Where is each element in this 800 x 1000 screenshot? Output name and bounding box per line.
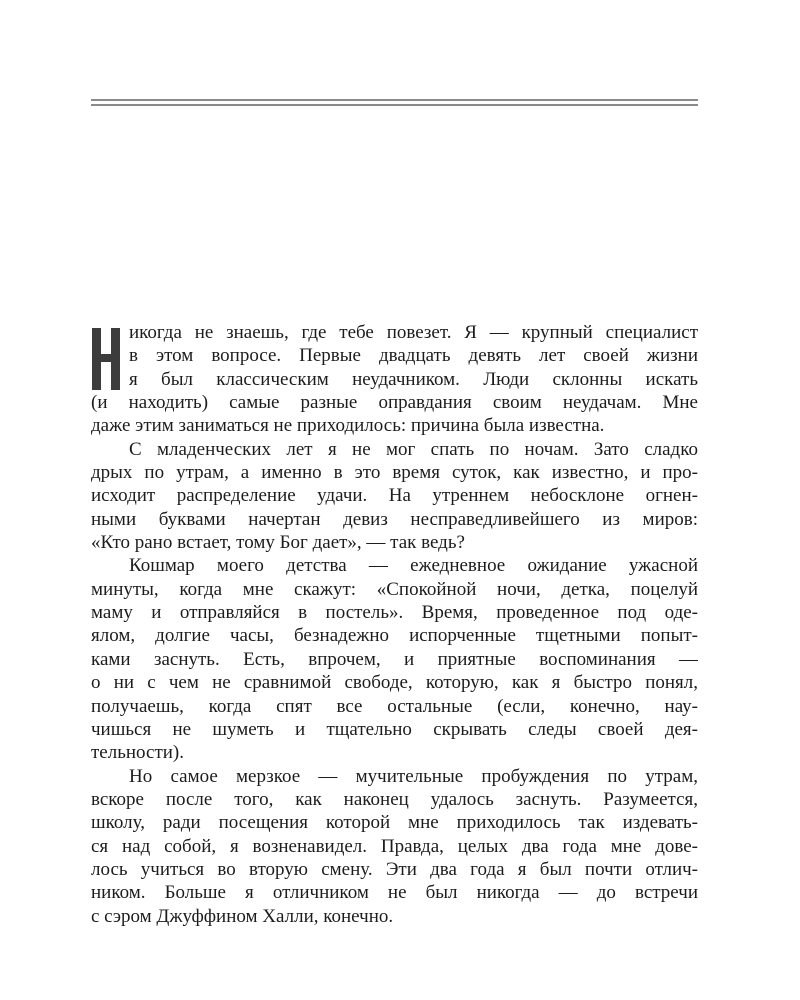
body-text bbox=[91, 321, 698, 928]
text-line: получаешь, когда спят все остальные (если, конечно, нау- bbox=[91, 695, 698, 717]
text-line: тельности). bbox=[91, 742, 185, 764]
text-line: дрых по утрам, а именно в это время суток, как известно, и про- bbox=[91, 462, 698, 484]
text-line: маму и отправляйся в постель». Время, проведенное под оде- bbox=[91, 602, 698, 624]
text-line: в этом вопросе. Первые двадцать девять лет своей жизни bbox=[129, 345, 698, 367]
text-line: ялом, долгие часы, безнадежно испорченные тщетными попыт- bbox=[91, 625, 698, 647]
text-line: ными буквами начертан девиз несправедливейшего из миров: bbox=[91, 508, 698, 530]
text-line: лось учиться во вторую смену. Эти два года я был почти отлич- bbox=[91, 858, 698, 880]
text-line: Но самое мерзкое — мучительные пробуждения по утрам, bbox=[129, 765, 698, 787]
header-rule-top bbox=[91, 99, 698, 101]
header-rule-bottom bbox=[91, 104, 698, 106]
text-line: с сэром Джуффином Халли, конечно. bbox=[91, 905, 394, 927]
text-line: ся над собой, я возненавидел. Правда, целых два года мне дове- bbox=[91, 835, 698, 857]
text-line: школу, ради посещения которой мне приходилось так издевать- bbox=[91, 812, 698, 834]
paragraph bbox=[91, 554, 698, 764]
text-line: Кошмар моего детства — ежедневное ожидание ужасной bbox=[129, 555, 698, 577]
paragraph bbox=[91, 765, 698, 928]
text-line: исходит распределение удачи. На утреннем небосклоне огнен- bbox=[91, 485, 698, 507]
text-line: (и находить) самые разные оправдания своим неудачам. Мне bbox=[91, 392, 698, 414]
text-line: чишься не шуметь и тщательно скрывать следы своей дея- bbox=[91, 718, 698, 740]
text-line: минуты, когда мне скажут: «Спокойной ночи, детка, поцелуй bbox=[91, 578, 698, 600]
text-line: С младенческих лет я не мог спать по ночам. Зато сладко bbox=[129, 438, 698, 460]
text-line: ками заснуть. Есть, впрочем, и приятные воспоминания — bbox=[91, 648, 698, 670]
text-line: я был классическим неудачником. Люди склонны искать bbox=[129, 368, 698, 390]
text-line: ником. Больше я отличником не был никогда — до встречи bbox=[91, 882, 698, 904]
text-lines bbox=[91, 321, 698, 928]
paragraph bbox=[91, 321, 698, 438]
paragraph bbox=[91, 438, 698, 555]
text-line: о ни с чем не сравнимой свободе, которую, как я быстро понял, bbox=[91, 672, 698, 694]
text-line: «Кто рано встает, тому Бог дает», — так ведь? bbox=[91, 532, 465, 554]
text-line: вскоре после того, как наконец удалось заснуть. Разумеется, bbox=[91, 788, 698, 810]
text-line: даже этим заниматься не приходилось: причина была известна. bbox=[91, 415, 605, 437]
dropcap bbox=[91, 328, 121, 390]
text-line: икогда не знаешь, где тебе повезет. Я — крупный специалист bbox=[129, 322, 698, 343]
